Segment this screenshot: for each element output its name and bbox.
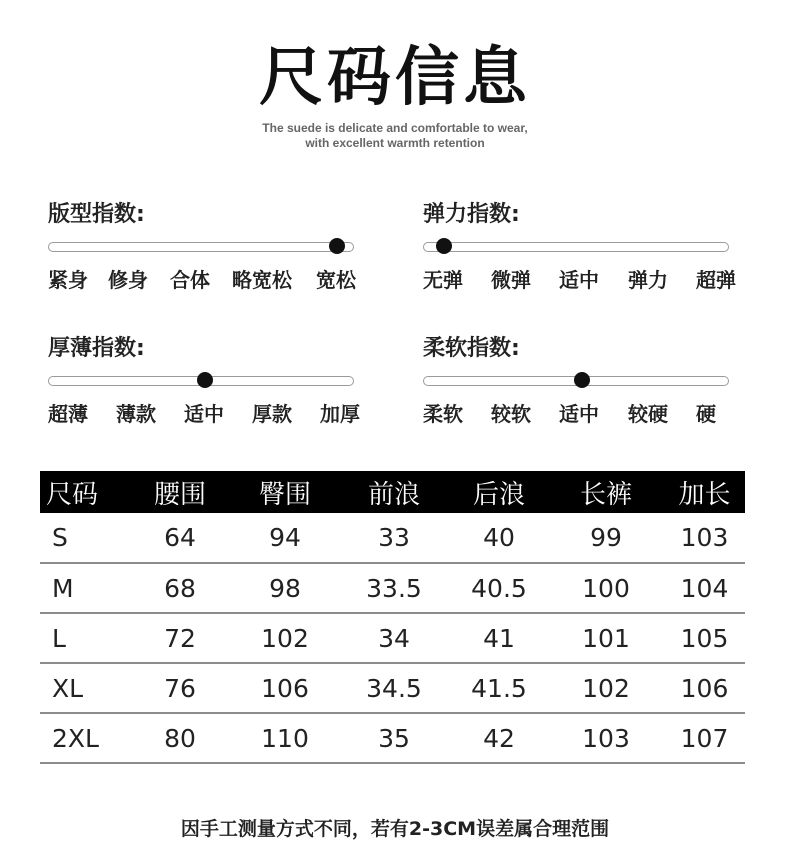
fit-option-2: 修身	[108, 268, 148, 292]
softness-option-1: 柔软	[423, 402, 463, 426]
fit-option-3: 合体	[170, 268, 210, 292]
cell-size: S	[40, 513, 128, 563]
subtitle-line-2: with excellent warmth retention	[305, 136, 485, 150]
stretch-index-label: 弹力指数:	[423, 202, 520, 227]
stretch-index-options	[423, 264, 753, 290]
cell-waist: 68	[128, 563, 232, 613]
header-extended-length: 加长	[664, 471, 745, 513]
stretch-index-marker	[436, 238, 452, 254]
subtitle	[0, 121, 790, 151]
softness-index	[423, 334, 743, 426]
measurement-note: 因手工测量方式不同，若有2-3CM误差属合理范围	[180, 818, 610, 840]
cell-pants-length: 99	[548, 513, 664, 563]
thickness-index	[48, 334, 368, 426]
cell-extended-length: 107	[664, 713, 745, 763]
cell-size: XL	[40, 663, 128, 713]
cell-extended-length: 104	[664, 563, 745, 613]
softness-option-2: 较软	[491, 402, 531, 426]
thickness-option-1: 超薄	[48, 402, 88, 426]
softness-index-options	[423, 398, 753, 424]
fit-index-track	[48, 242, 354, 252]
thickness-option-5: 加厚	[320, 402, 360, 426]
cell-size: M	[40, 563, 128, 613]
size-table	[40, 471, 745, 764]
cell-front-rise: 35	[338, 713, 450, 763]
cell-back-rise: 40.5	[450, 563, 548, 613]
cell-waist: 80	[128, 713, 232, 763]
stretch-option-4: 弹力	[628, 268, 668, 292]
fit-index-marker	[329, 238, 345, 254]
cell-waist: 76	[128, 663, 232, 713]
cell-waist: 72	[128, 613, 232, 663]
softness-index-label: 柔软指数:	[423, 336, 520, 361]
header-pants-length: 长裤	[548, 471, 664, 513]
cell-front-rise: 33.5	[338, 563, 450, 613]
softness-index-marker	[574, 372, 590, 388]
fit-option-1: 紧身	[48, 268, 88, 292]
stretch-option-1: 无弹	[423, 268, 463, 292]
table-row	[40, 613, 745, 663]
fit-index-options	[48, 264, 378, 290]
thickness-option-4: 厚款	[252, 402, 292, 426]
table-row	[40, 713, 745, 763]
cell-front-rise: 34.5	[338, 663, 450, 713]
cell-front-rise: 33	[338, 513, 450, 563]
header-size: 尺码	[40, 471, 128, 513]
header-front-rise: 前浪	[338, 471, 450, 513]
subtitle-line-1: The suede is delicate and comfortable to wear,	[262, 121, 528, 135]
cell-pants-length: 103	[548, 713, 664, 763]
softness-option-4: 较硬	[628, 402, 668, 426]
thickness-index-options	[48, 398, 378, 424]
header-waist: 腰围	[128, 471, 232, 513]
table-row	[40, 663, 745, 713]
cell-size: 2XL	[40, 713, 128, 763]
cell-size: L	[40, 613, 128, 663]
cell-hip: 106	[232, 663, 338, 713]
cell-back-rise: 40	[450, 513, 548, 563]
header-hip: 臀围	[232, 471, 338, 513]
cell-hip: 102	[232, 613, 338, 663]
stretch-index-track	[423, 242, 729, 252]
cell-extended-length: 103	[664, 513, 745, 563]
cell-hip: 94	[232, 513, 338, 563]
fit-option-5: 宽松	[316, 268, 356, 292]
softness-option-5: 硬	[696, 402, 716, 426]
stretch-index	[423, 200, 743, 292]
thickness-option-3: 适中	[184, 402, 224, 426]
cell-back-rise: 41	[450, 613, 548, 663]
thickness-index-label: 厚薄指数:	[48, 336, 145, 361]
cell-pants-length: 100	[548, 563, 664, 613]
cell-hip: 98	[232, 563, 338, 613]
fit-index-label: 版型指数:	[48, 202, 145, 227]
thickness-index-marker	[197, 372, 213, 388]
table-row	[40, 513, 745, 563]
cell-back-rise: 42	[450, 713, 548, 763]
cell-waist: 64	[128, 513, 232, 563]
fit-index	[48, 200, 368, 292]
fit-option-4: 略宽松	[232, 268, 292, 292]
cell-pants-length: 102	[548, 663, 664, 713]
cell-front-rise: 34	[338, 613, 450, 663]
softness-option-3: 适中	[559, 402, 599, 426]
thickness-option-2: 薄款	[116, 402, 156, 426]
size-table-header-row	[40, 471, 745, 513]
cell-pants-length: 101	[548, 613, 664, 663]
stretch-option-3: 适中	[559, 268, 599, 292]
cell-extended-length: 106	[664, 663, 745, 713]
cell-extended-length: 105	[664, 613, 745, 663]
table-row	[40, 563, 745, 613]
stretch-option-5: 超弹	[696, 268, 736, 292]
page-title: 尺码信息	[259, 41, 531, 115]
stretch-option-2: 微弹	[491, 268, 531, 292]
cell-hip: 110	[232, 713, 338, 763]
cell-back-rise: 41.5	[450, 663, 548, 713]
header-back-rise: 后浪	[450, 471, 548, 513]
